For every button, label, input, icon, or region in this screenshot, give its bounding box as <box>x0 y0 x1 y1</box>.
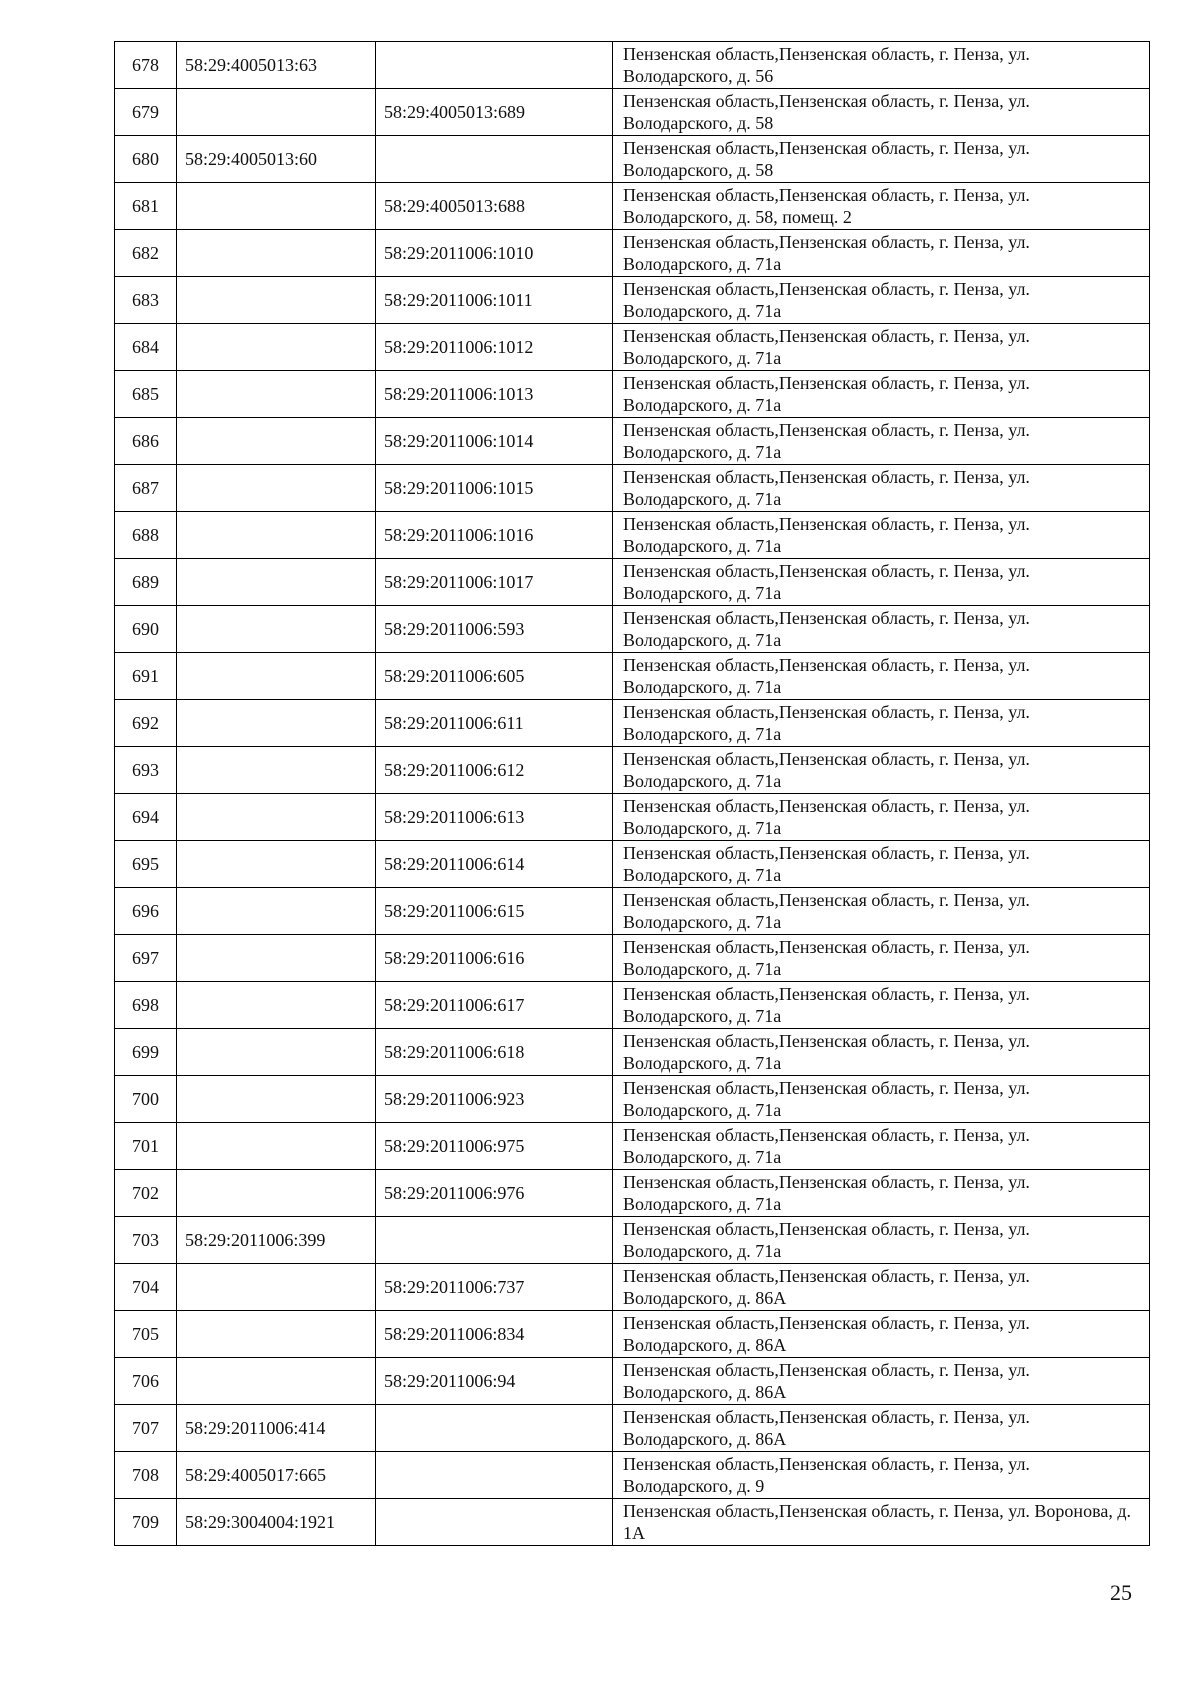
row-number-cell: 702 <box>115 1170 177 1217</box>
address-cell: Пензенская область,Пензенская область, г. Пенза, ул. Володарского, д. 71а <box>613 277 1150 324</box>
object-number-cell: 58:29:2011006:613 <box>376 794 613 841</box>
parcel-number-cell <box>177 371 376 418</box>
row-number-cell: 690 <box>115 606 177 653</box>
address-cell: Пензенская область,Пензенская область, г. Пенза, ул. Володарского, д. 86А <box>613 1311 1150 1358</box>
table-row <box>115 230 1150 277</box>
object-number-cell <box>376 1405 613 1452</box>
object-number-cell: 58:29:2011006:834 <box>376 1311 613 1358</box>
address-cell: Пензенская область,Пензенская область, г. Пенза, ул. Володарского, д. 71а <box>613 1076 1150 1123</box>
address-cell: Пензенская область,Пензенская область, г. Пенза, ул. Володарского, д. 86А <box>613 1358 1150 1405</box>
parcel-number-cell <box>177 888 376 935</box>
row-number-cell: 704 <box>115 1264 177 1311</box>
row-number-cell: 681 <box>115 183 177 230</box>
parcel-number-cell <box>177 418 376 465</box>
object-number-cell: 58:29:2011006:593 <box>376 606 613 653</box>
address-cell: Пензенская область,Пензенская область, г. Пенза, ул. Володарского, д. 86А <box>613 1405 1150 1452</box>
row-number-cell: 708 <box>115 1452 177 1499</box>
table-row <box>115 1358 1150 1405</box>
page-number: 25 <box>1110 1580 1132 1605</box>
address-cell: Пензенская область,Пензенская область, г. Пенза, ул. Володарского, д. 9 <box>613 1452 1150 1499</box>
parcel-number-cell <box>177 183 376 230</box>
parcel-number-cell <box>177 465 376 512</box>
object-number-cell: 58:29:2011006:975 <box>376 1123 613 1170</box>
table-row <box>115 183 1150 230</box>
row-number-cell: 682 <box>115 230 177 277</box>
object-number-cell: 58:29:2011006:615 <box>376 888 613 935</box>
row-number-cell: 701 <box>115 1123 177 1170</box>
parcel-number-cell <box>177 1076 376 1123</box>
row-number-cell: 706 <box>115 1358 177 1405</box>
row-number-cell: 683 <box>115 277 177 324</box>
parcel-number-cell: 58:29:4005017:665 <box>177 1452 376 1499</box>
row-number-cell: 685 <box>115 371 177 418</box>
table-body <box>115 42 1150 1546</box>
object-number-cell <box>376 1452 613 1499</box>
object-number-cell: 58:29:2011006:1012 <box>376 324 613 371</box>
object-number-cell <box>376 42 613 89</box>
object-number-cell <box>376 136 613 183</box>
table-row <box>115 1029 1150 1076</box>
row-number-cell: 705 <box>115 1311 177 1358</box>
property-table <box>114 41 1150 1546</box>
object-number-cell: 58:29:2011006:976 <box>376 1170 613 1217</box>
object-number-cell: 58:29:2011006:614 <box>376 841 613 888</box>
address-cell: Пензенская область,Пензенская область, г. Пенза, ул. Володарского, д. 71а <box>613 418 1150 465</box>
address-cell: Пензенская область,Пензенская область, г. Пенза, ул. Володарского, д. 71а <box>613 606 1150 653</box>
object-number-cell <box>376 1499 613 1546</box>
object-number-cell: 58:29:2011006:923 <box>376 1076 613 1123</box>
address-cell: Пензенская область,Пензенская область, г. Пенза, ул. Володарского, д. 71а <box>613 700 1150 747</box>
address-cell: Пензенская область,Пензенская область, г. Пенза, ул. Володарского, д. 71а <box>613 1170 1150 1217</box>
table-row <box>115 89 1150 136</box>
table-row <box>115 841 1150 888</box>
table-row <box>115 747 1150 794</box>
table-row <box>115 371 1150 418</box>
parcel-number-cell <box>177 841 376 888</box>
row-number-cell: 691 <box>115 653 177 700</box>
parcel-number-cell <box>177 512 376 559</box>
address-cell: Пензенская область,Пензенская область, г. Пенза, ул. Володарского, д. 71а <box>613 1217 1150 1264</box>
table-row <box>115 465 1150 512</box>
table-row <box>115 1499 1150 1546</box>
table-row <box>115 136 1150 183</box>
parcel-number-cell <box>177 935 376 982</box>
object-number-cell: 58:29:4005013:689 <box>376 89 613 136</box>
table-row <box>115 888 1150 935</box>
row-number-cell: 693 <box>115 747 177 794</box>
object-number-cell: 58:29:2011006:1017 <box>376 559 613 606</box>
table-row <box>115 1311 1150 1358</box>
table-row <box>115 418 1150 465</box>
parcel-number-cell <box>177 700 376 747</box>
table-row <box>115 1405 1150 1452</box>
parcel-number-cell <box>177 794 376 841</box>
table-row <box>115 1217 1150 1264</box>
parcel-number-cell: 58:29:3004004:1921 <box>177 1499 376 1546</box>
parcel-number-cell: 58:29:2011006:414 <box>177 1405 376 1452</box>
row-number-cell: 692 <box>115 700 177 747</box>
object-number-cell: 58:29:2011006:94 <box>376 1358 613 1405</box>
row-number-cell: 680 <box>115 136 177 183</box>
row-number-cell: 689 <box>115 559 177 606</box>
parcel-number-cell <box>177 1311 376 1358</box>
object-number-cell: 58:29:2011006:611 <box>376 700 613 747</box>
address-cell: Пензенская область,Пензенская область, г. Пенза, ул. Володарского, д. 71а <box>613 982 1150 1029</box>
address-cell: Пензенская область,Пензенская область, г. Пенза, ул. Володарского, д. 71а <box>613 512 1150 559</box>
row-number-cell: 687 <box>115 465 177 512</box>
table-row <box>115 512 1150 559</box>
row-number-cell: 696 <box>115 888 177 935</box>
parcel-number-cell <box>177 559 376 606</box>
parcel-number-cell <box>177 230 376 277</box>
object-number-cell: 58:29:2011006:737 <box>376 1264 613 1311</box>
address-cell: Пензенская область,Пензенская область, г. Пенза, ул. Володарского, д. 71а <box>613 935 1150 982</box>
row-number-cell: 700 <box>115 1076 177 1123</box>
table-row <box>115 653 1150 700</box>
object-number-cell: 58:29:2011006:605 <box>376 653 613 700</box>
object-number-cell: 58:29:2011006:617 <box>376 982 613 1029</box>
row-number-cell: 707 <box>115 1405 177 1452</box>
object-number-cell: 58:29:4005013:688 <box>376 183 613 230</box>
table-row <box>115 935 1150 982</box>
address-cell: Пензенская область,Пензенская область, г. Пенза, ул. Володарского, д. 71а <box>613 841 1150 888</box>
row-number-cell: 695 <box>115 841 177 888</box>
object-number-cell: 58:29:2011006:1016 <box>376 512 613 559</box>
table-row <box>115 700 1150 747</box>
object-number-cell: 58:29:2011006:1011 <box>376 277 613 324</box>
object-number-cell: 58:29:2011006:612 <box>376 747 613 794</box>
row-number-cell: 703 <box>115 1217 177 1264</box>
address-cell: Пензенская область,Пензенская область, г. Пенза, ул. Володарского, д. 71а <box>613 371 1150 418</box>
parcel-number-cell <box>177 89 376 136</box>
parcel-number-cell <box>177 1170 376 1217</box>
address-cell: Пензенская область,Пензенская область, г. Пенза, ул. Володарского, д. 71а <box>613 324 1150 371</box>
address-cell: Пензенская область,Пензенская область, г. Пенза, ул. Володарского, д. 86А <box>613 1264 1150 1311</box>
row-number-cell: 679 <box>115 89 177 136</box>
row-number-cell: 686 <box>115 418 177 465</box>
address-cell: Пензенская область,Пензенская область, г. Пенза, ул. Володарского, д. 71а <box>613 1029 1150 1076</box>
object-number-cell <box>376 1217 613 1264</box>
parcel-number-cell <box>177 747 376 794</box>
row-number-cell: 678 <box>115 42 177 89</box>
address-cell: Пензенская область,Пензенская область, г. Пенза, ул. Володарского, д. 71а <box>613 653 1150 700</box>
parcel-number-cell <box>177 1123 376 1170</box>
table-row <box>115 42 1150 89</box>
object-number-cell: 58:29:2011006:1013 <box>376 371 613 418</box>
address-cell: Пензенская область,Пензенская область, г. Пенза, ул. Воронова, д. 1А <box>613 1499 1150 1546</box>
table-row <box>115 559 1150 606</box>
table-row <box>115 277 1150 324</box>
table-row <box>115 794 1150 841</box>
row-number-cell: 698 <box>115 982 177 1029</box>
row-number-cell: 694 <box>115 794 177 841</box>
address-cell: Пензенская область,Пензенская область, г. Пенза, ул. Володарского, д. 71а <box>613 1123 1150 1170</box>
address-cell: Пензенская область,Пензенская область, г. Пенза, ул. Володарского, д. 71а <box>613 747 1150 794</box>
address-cell: Пензенская область,Пензенская область, г. Пенза, ул. Володарского, д. 71а <box>613 230 1150 277</box>
table-row <box>115 1170 1150 1217</box>
table-row <box>115 1264 1150 1311</box>
address-cell: Пензенская область,Пензенская область, г. Пенза, ул. Володарского, д. 58 <box>613 89 1150 136</box>
parcel-number-cell <box>177 1029 376 1076</box>
row-number-cell: 684 <box>115 324 177 371</box>
parcel-number-cell: 58:29:4005013:63 <box>177 42 376 89</box>
table-row <box>115 982 1150 1029</box>
row-number-cell: 709 <box>115 1499 177 1546</box>
row-number-cell: 697 <box>115 935 177 982</box>
parcel-number-cell <box>177 1358 376 1405</box>
address-cell: Пензенская область,Пензенская область, г. Пенза, ул. Володарского, д. 71а <box>613 465 1150 512</box>
address-cell: Пензенская область,Пензенская область, г. Пенза, ул. Володарского, д. 71а <box>613 794 1150 841</box>
table-row <box>115 606 1150 653</box>
parcel-number-cell <box>177 606 376 653</box>
parcel-number-cell <box>177 653 376 700</box>
table-row <box>115 1076 1150 1123</box>
parcel-number-cell <box>177 324 376 371</box>
object-number-cell: 58:29:2011006:616 <box>376 935 613 982</box>
parcel-number-cell <box>177 1264 376 1311</box>
parcel-number-cell: 58:29:2011006:399 <box>177 1217 376 1264</box>
table-row <box>115 324 1150 371</box>
row-number-cell: 699 <box>115 1029 177 1076</box>
address-cell: Пензенская область,Пензенская область, г. Пенза, ул. Володарского, д. 58, помещ. 2 <box>613 183 1150 230</box>
table-row <box>115 1452 1150 1499</box>
object-number-cell: 58:29:2011006:1015 <box>376 465 613 512</box>
parcel-number-cell: 58:29:4005013:60 <box>177 136 376 183</box>
address-cell: Пензенская область,Пензенская область, г. Пенза, ул. Володарского, д. 71а <box>613 888 1150 935</box>
row-number-cell: 688 <box>115 512 177 559</box>
object-number-cell: 58:29:2011006:618 <box>376 1029 613 1076</box>
object-number-cell: 58:29:2011006:1014 <box>376 418 613 465</box>
parcel-number-cell <box>177 982 376 1029</box>
object-number-cell: 58:29:2011006:1010 <box>376 230 613 277</box>
address-cell: Пензенская область,Пензенская область, г. Пенза, ул. Володарского, д. 58 <box>613 136 1150 183</box>
address-cell: Пензенская область,Пензенская область, г. Пенза, ул. Володарского, д. 56 <box>613 42 1150 89</box>
parcel-number-cell <box>177 277 376 324</box>
address-cell: Пензенская область,Пензенская область, г. Пенза, ул. Володарского, д. 71а <box>613 559 1150 606</box>
table-row <box>115 1123 1150 1170</box>
